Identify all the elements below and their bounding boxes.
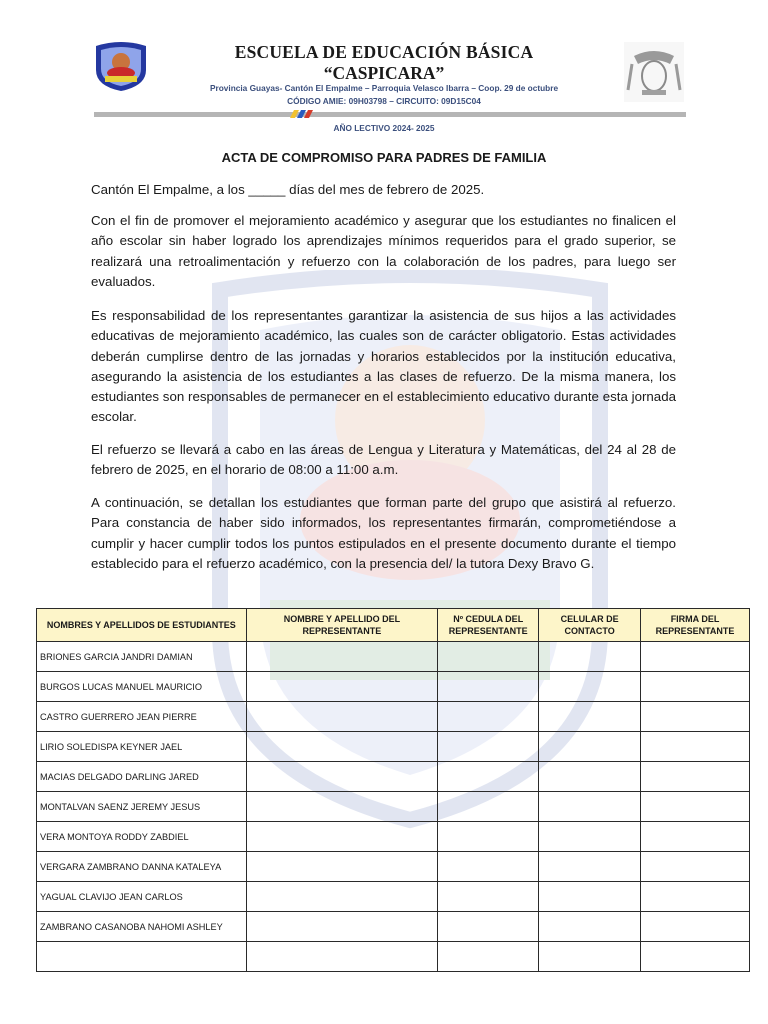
signature-cell[interactable] — [641, 942, 750, 972]
school-title: ESCUELA DE EDUCACIÓN BÁSICA — [234, 42, 534, 62]
phone-cell[interactable] — [539, 702, 641, 732]
signature-cell[interactable] — [641, 852, 750, 882]
representative-name-cell[interactable] — [246, 792, 438, 822]
table-row — [37, 792, 750, 822]
phone-cell[interactable] — [539, 762, 641, 792]
representative-name-cell[interactable] — [246, 642, 438, 672]
paragraph-schedule: El refuerzo se llevará a cabo en las áreas de Lengua y Literatura y Matemáticas, del 24 al 28 de febrero de 2025, en el horario de 08:00 a 11:00 a.m. — [91, 442, 676, 478]
representative-name-cell[interactable] — [246, 912, 438, 942]
student-name-cell: MONTALVAN SAENZ JEREMY JESUS — [37, 792, 247, 822]
phone-cell[interactable] — [539, 642, 641, 672]
table-row — [37, 852, 750, 882]
id-number-cell[interactable] — [438, 762, 539, 792]
school-codes: CÓDIGO AMIE: 09H03798 – CIRCUITO: 09D15C04 — [287, 96, 481, 106]
phone-cell[interactable] — [539, 732, 641, 762]
table-row — [37, 762, 750, 792]
table-row — [37, 642, 750, 672]
student-name-cell: LIRIO SOLEDISPA KEYNER JAEL — [37, 732, 247, 762]
student-name-cell: VERA MONTOYA RODDY ZABDIEL — [37, 822, 247, 852]
header-signature: FIRMA DEL REPRESENTANTE — [641, 609, 750, 642]
student-name-cell: BURGOS LUCAS MANUEL MAURICIO — [37, 672, 247, 702]
id-number-cell[interactable] — [438, 792, 539, 822]
table-row — [37, 822, 750, 852]
signature-cell[interactable] — [641, 762, 750, 792]
id-number-cell[interactable] — [438, 642, 539, 672]
phone-cell[interactable] — [539, 912, 641, 942]
student-name-cell: VERGARA ZAMBRANO DANNA KATALEYA — [37, 852, 247, 882]
header-student-name: NOMBRES Y APELLIDOS DE ESTUDIANTES — [37, 609, 247, 642]
signature-cell[interactable] — [641, 732, 750, 762]
phone-cell[interactable] — [539, 852, 641, 882]
representative-name-cell[interactable] — [246, 732, 438, 762]
students-table — [36, 608, 750, 972]
id-number-cell[interactable] — [438, 702, 539, 732]
phone-cell[interactable] — [539, 792, 641, 822]
representative-name-cell[interactable] — [246, 942, 438, 972]
header-divider — [94, 112, 686, 117]
table-row — [37, 882, 750, 912]
signature-cell[interactable] — [641, 882, 750, 912]
student-name-cell: CASTRO GUERRERO JEAN PIERRE — [37, 702, 247, 732]
header-id-number: Nº CEDULA DEL REPRESENTANTE — [438, 609, 539, 642]
signature-cell[interactable] — [641, 642, 750, 672]
signature-cell[interactable] — [641, 672, 750, 702]
phone-cell[interactable] — [539, 672, 641, 702]
representative-name-cell[interactable] — [246, 762, 438, 792]
table-row — [37, 732, 750, 762]
student-name-cell: YAGUAL CLAVIJO JEAN CARLOS — [37, 882, 247, 912]
representative-name-cell[interactable] — [246, 822, 438, 852]
student-name-cell[interactable] — [37, 942, 247, 972]
table-row — [37, 942, 750, 972]
ecuador-coat-of-arms-icon — [624, 42, 684, 102]
id-number-cell[interactable] — [438, 672, 539, 702]
representative-name-cell[interactable] — [246, 852, 438, 882]
id-number-cell[interactable] — [438, 732, 539, 762]
signature-cell[interactable] — [641, 792, 750, 822]
paragraph-date: Cantón El Empalme, a los _____ días del mes de febrero de 2025. — [91, 182, 485, 197]
paragraph-students: A continuación, se detallan los estudiantes que forman parte del grupo que asistirá al refuerzo. Para constancia de haber sido informados, los representantes firmarán, comprometiéndose a cumplir y hacer cumplir todos los puntos estipulados en el presente documento durante el tiempo establecido para el refuerzo académico, con la presencia del/ la tutora Dexy Bravo G. — [91, 495, 676, 571]
table-row — [37, 912, 750, 942]
header-representative-name: NOMBRE Y APELLIDO DEL REPRESENTANTE — [246, 609, 438, 642]
student-name-cell: MACIAS DELGADO DARLING JARED — [37, 762, 247, 792]
signature-cell[interactable] — [641, 822, 750, 852]
phone-cell[interactable] — [539, 942, 641, 972]
id-number-cell[interactable] — [438, 822, 539, 852]
representative-name-cell[interactable] — [246, 702, 438, 732]
school-name: “CASPICARA” — [323, 63, 445, 83]
paragraph-responsibility: Es responsabilidad de los representantes garantizar la asistencia de sus hijos a las actividades educativas de mejoramiento académico, las cuales son de carácter obligatorio. Estas actividades deberán cumplirse dentro de las jornadas y horarios establecidos por la institución educativa, asegurando la asistencia de los estudiantes a las clases de refuerzo. De la misma manera, los estudiantes son responsables de permanecer en el establecimiento educativo durante esta jornada escolar. — [91, 308, 676, 425]
signature-cell[interactable] — [641, 702, 750, 732]
phone-cell[interactable] — [539, 882, 641, 912]
flag-stripes-icon — [287, 110, 317, 118]
school-location: Provincia Guayas- Cantón El Empalme – Parroquia Velasco Ibarra – Coop. 29 de octubre — [209, 83, 559, 93]
header-phone: CELULAR DE CONTACTO — [539, 609, 641, 642]
signature-cell[interactable] — [641, 912, 750, 942]
representative-name-cell[interactable] — [246, 882, 438, 912]
id-number-cell[interactable] — [438, 882, 539, 912]
student-name-cell: ZAMBRANO CASANOBA NAHOMI ASHLEY — [37, 912, 247, 942]
phone-cell[interactable] — [539, 822, 641, 852]
paragraph-purpose: Con el fin de promover el mejoramiento académico y asegurar que los estudiantes no finalicen el año escolar sin haber logrado los aprendizajes mínimos requeridos para el grado superior, se realizará una retroalimentación y refuerzo con la colaboración de los padres, para luego ser evaluados. — [91, 213, 676, 289]
student-name-cell: BRIONES GARCIA JANDRI DAMIAN — [37, 642, 247, 672]
document-title: ACTA DE COMPROMISO PARA PADRES DE FAMILIA — [221, 150, 547, 165]
id-number-cell[interactable] — [438, 912, 539, 942]
id-number-cell[interactable] — [438, 942, 539, 972]
table-row — [37, 672, 750, 702]
school-crest-icon — [92, 40, 150, 92]
table-row — [37, 702, 750, 732]
school-year: AÑO LECTIVO 2024- 2025 — [333, 123, 435, 133]
id-number-cell[interactable] — [438, 852, 539, 882]
representative-name-cell[interactable] — [246, 672, 438, 702]
table-header-row — [37, 609, 750, 642]
